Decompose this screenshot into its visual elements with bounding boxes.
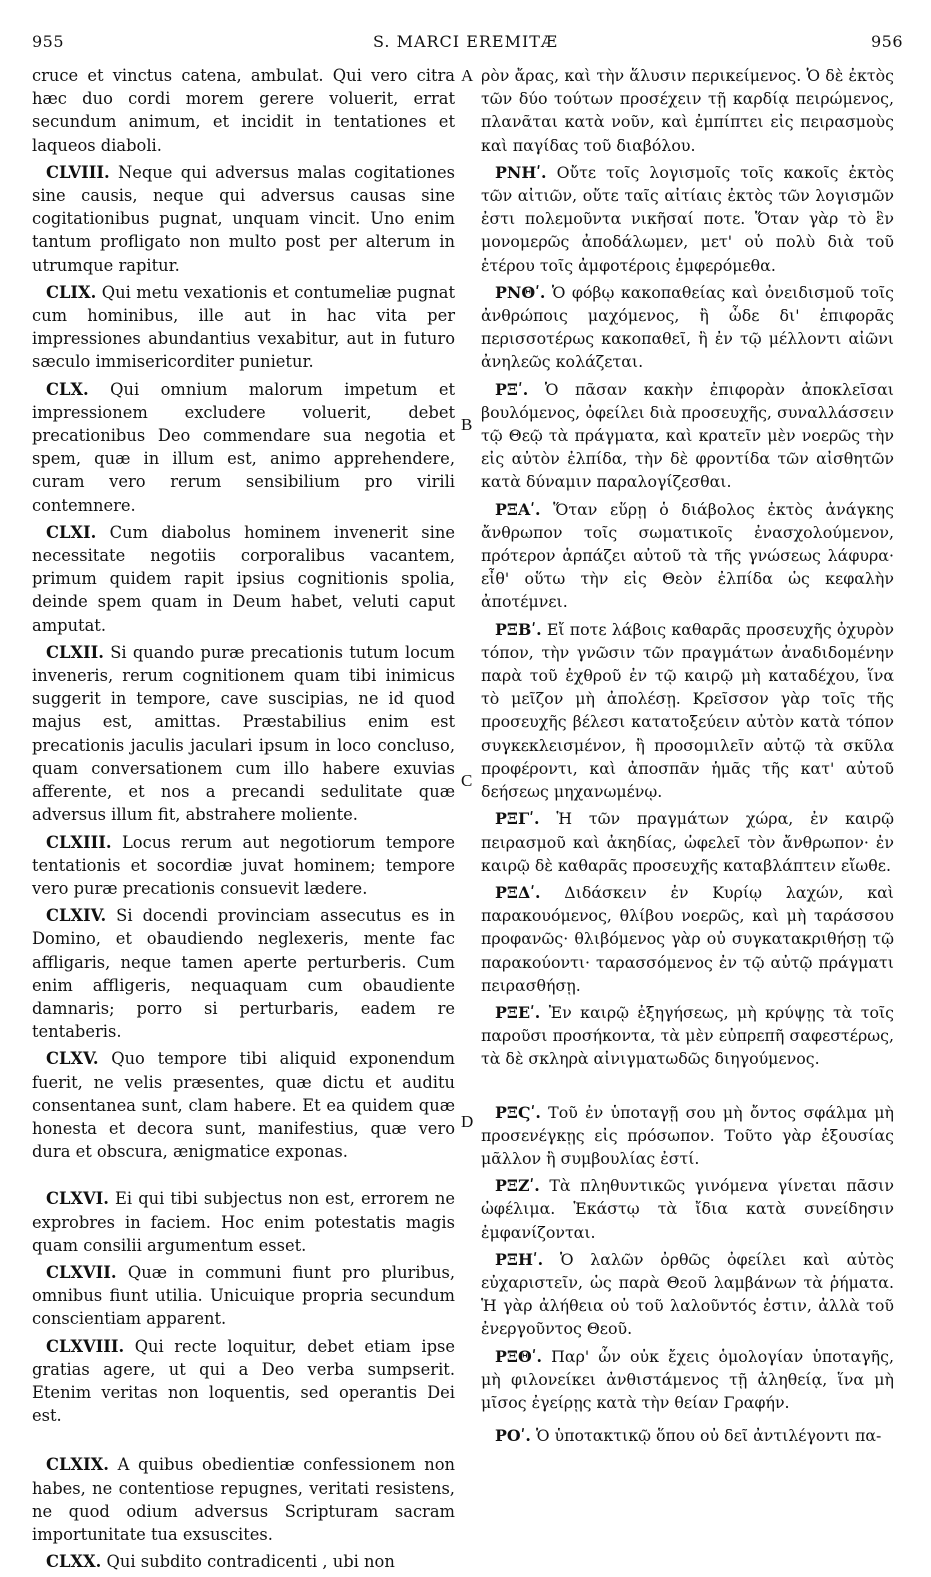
greek-paragraph: [481, 1248, 894, 1341]
greek-paragraph: [481, 1174, 894, 1244]
section-number: CLVIII.: [46, 162, 110, 182]
latin-paragraph: [32, 1335, 455, 1428]
greek-paragraph: [481, 1424, 894, 1447]
latin-text: Qui recte loquitur, debet etiam ipse gratias agere, ut qui a Deo verba sumpserit. Etenim veritas non loquentis, sed operantis Dei est.: [32, 1336, 455, 1426]
section-number: CLIX.: [46, 282, 97, 302]
latin-text: Qui metu vexationis et contumeliæ pugnat cum hominibus, ille aut in hac vita per impressiones abundantius vexabitur, aut in futuro sæculo immisericorditer punietur.: [32, 282, 456, 372]
section-number: CLXVI.: [46, 1189, 109, 1209]
section-number: CLXVII.: [46, 1262, 117, 1282]
greek-text: Ἡ τῶν πραγμάτων χώρα, ἐν καιρῷ πειρασμοῦ καὶ ἀκηδίας, ὠφελεῖ τὸν ἄνθρωπον· ἐν καιρῷ δὲ καθαρᾶς προσευχῆς καταβλάπτειν εἴωθε.: [481, 809, 894, 875]
greek-paragraph: [481, 807, 894, 877]
section-number: CLXIX.: [46, 1455, 109, 1475]
section-number: ΡΞΒʹ.: [495, 619, 542, 639]
section-number: CLXII.: [46, 642, 104, 662]
latin-paragraph: [32, 1047, 455, 1163]
greek-text: Παρ' ὧν οὐκ ἔχεις ὁμολογίαν ὑποταγῆς, μὴ φιλονείκει ἀνθιστάμενος τῇ ἀληθείᾳ, ἵνα μὴ μῖσος ἐγείρῃς κατὰ τὴν θείαν Γραφήν.: [481, 1346, 894, 1412]
latin-paragraph: [32, 64, 455, 157]
section-number: ΡΞΓʹ.: [495, 809, 540, 829]
section-number: CLXVIII.: [46, 1336, 125, 1356]
latin-paragraph: [32, 1261, 455, 1331]
section-number: ΡΞʹ.: [495, 379, 529, 399]
greek-paragraph: [481, 378, 894, 494]
section-number: ΡΝΗʹ.: [495, 162, 547, 182]
latin-text: Cum diabolus hominem invenerit sine necessitate negotiis corporalibus vacantem, primum quidem rapit ipsius cognitionis spolia, deinde spem quam in Deum habet, veluti caput amputat.: [32, 522, 455, 635]
greek-paragraph: [481, 618, 894, 804]
latin-paragraph: [32, 1550, 455, 1573]
latin-text: cruce et vinctus catena, ambulat. Qui vero citra hæc duo cordi morem gerere voluerit, errat secundum animum, et incidit in tentationes et laqueos diaboli.: [32, 66, 455, 155]
section-number: CLXV.: [46, 1049, 99, 1069]
latin-paragraph: [32, 378, 455, 517]
latin-text: Quo tempore tibi aliquid exponendum fuerit, ne velis præsentes, quæ dictu et auditu consentanea sunt, clam habere. Et ea quidem quæ honesta et decora sunt, manifestius, quæ vero dura et obscura, ænigmatice exponas.: [32, 1049, 455, 1162]
latin-text: Locus rerum aut negotiorum tempore tentationis et socordiæ juvat hominem; tempore vero puræ precationis consuevit lædere.: [32, 832, 455, 898]
section-number: CLXX.: [46, 1552, 102, 1572]
latin-paragraph: [32, 904, 455, 1043]
section-number: CLXIII.: [46, 832, 112, 852]
latin-text: Qui omnium malorum impetum et impressionem excludere voluerit, debet precationibus Deo commendare sua negotia et spem, quæ in illum est, animo apprehendere, curam vero rerum sensibilium pro virili contemnere.: [32, 379, 455, 515]
latin-text: Si quando puræ precationis tutum locum inveneris, rerum cognitionem quam tibi inimicus suggerit in tempore, cave suscipias, ne id quod majus est, amittas. Præstabilius enim est precationis jaculis jaculari ipsum in loco concluso, quam conversationem cum illo habere exuvias afferente, et nos a precandi sedulitate quæ adversus illum fit, abstrahere moliente.: [32, 642, 455, 825]
section-number: CLXIV.: [46, 906, 107, 926]
latin-paragraph: [32, 281, 455, 374]
greek-text: Ὅταν εὕρῃ ὁ διάβολος ἐκτὸς ἀνάγκης ἄνθρωπον τοῖς σωματικοῖς ἐνασχολούμενον, πρότερον ἁρπάζει αὐτοῦ τὰ τῆς γνώσεως λάφυρα· εἶθ' οὕτω τὴν εἰς Θεὸν ἐλπίδα ὡς κεφαλὴν ἀποτέμνει.: [481, 499, 894, 612]
greek-paragraph: [481, 1345, 894, 1415]
greek-text: Ὁ λαλῶν ὀρθῶς ὀφείλει καὶ αὐτὸς εὐχαριστεῖν, ὡς παρὰ Θεοῦ λαμβάνων τὰ ῥήματα. Ἡ γὰρ ἀλήθεια οὐ τοῦ λαλοῦντός ἐστιν, ἀλλὰ τοῦ ἐνεργοῦντος Θεοῦ.: [481, 1249, 894, 1339]
section-number: ΡΞΕʹ.: [495, 1002, 541, 1022]
latin-text: Si docendi provinciam assecutus es in Domino, et obaudiendo neglexeris, mente fac affligaris, neque tamen aperte perturberis. Cum enim affligeris, nequaquam cum obaudiente damnaris; porro si perturbaris, eadem re tentaberis.: [32, 906, 455, 1042]
greek-text: Εἴ ποτε λάβοις καθαρᾶς προσευχῆς ὀχυρὸν τόπον, τὴν γνῶσιν τῶν πραγμάτων ἀναδιδομένην παρὰ τοῦ ἐχθροῦ ἐν τῷ καιρῷ μὴ καταδέχου, ἵνα τὸ μεῖζον μὴ ἀπολέσῃ. Κρεῖσσον γὰρ τοῖς τῆς προσευχῆς βέλεσι κατατοξεύειν αὐτὸν κατὰ τόπον συγκεκλεισμένον, ἢ προσομιλεῖν αὐτῷ τὰ σκῦλα προφέροντι, καὶ ἀποσπᾶν ἡμᾶς τῆς κατ' αὐτοῦ δεήσεως μηχανωμένῳ.: [481, 619, 894, 802]
section-number: ΡΞΑʹ.: [495, 499, 541, 519]
greek-text: Διδάσκειν ἐν Κυρίῳ λαχών, καὶ παρακουόμενος, θλίβου νοερῶς, καὶ μὴ ταράσσου προφανῶς· θλιβόμενος γὰρ οὐ συγκατακριθήσῃ τῷ παρακούοντι· ταρασσόμενος ἐν τῷ αὐτῷ πράγματι πειρασθήσῃ.: [481, 882, 894, 995]
greek-paragraph: [481, 881, 894, 997]
greek-text: Ὁ ὑποτακτικῷ ὅπου οὐ δεῖ ἀντιλέγοντι πα-: [535, 1426, 882, 1446]
latin-text: Neque qui adversus malas cogitationes sine causis, neque qui adversus causas sine cogitationibus pugnat, unquam vincit. Uno enim tantum profligato non multo post per alterum in utrumque rapitur.: [32, 162, 455, 275]
greek-text: Ὁ πᾶσαν κακὴν ἐπιφορὰν ἀποκλεῖσαι βουλόμενος, ὀφείλει διὰ προσευχῆς, συναλλάσσειν τῷ Θεῷ τὰ πράγματα, καὶ κρατεῖν μὲν νοερῶς τὴν εἰς αὐτὸν ἐλπίδα, τὴν δὲ φροντίδα τῶν αἰσθητῶν κατὰ δύναμιν παραλογίζεσθαι.: [481, 379, 894, 492]
greek-text: ρὸν ἄρας, καὶ τὴν ἅλυσιν περικείμενος. Ὁ δὲ ἐκτὸς τῶν δύο τούτων προσέχειν τῇ καρδίᾳ πειρώμενος, πλανᾶται κατὰ νοῦν, καὶ ἐμπίπτει εἰς πειρασμοὺς καὶ παγίδας τοῦ διαβόλου.: [481, 66, 894, 155]
greek-paragraph: [481, 64, 894, 157]
margin-letter-b: B: [461, 415, 473, 434]
section-number: ΡΞΖʹ.: [495, 1176, 540, 1196]
section-number: CLXI.: [46, 522, 97, 542]
latin-paragraph: [32, 1187, 455, 1257]
greek-paragraph: [481, 1001, 894, 1071]
section-number: ΡΞΔʹ.: [495, 882, 541, 902]
greek-paragraph: [481, 1101, 894, 1171]
margin-letter-d: D: [461, 1112, 474, 1131]
greek-text: Ὁ φόβῳ κακοπαθείας καὶ ὀνειδισμοῦ τοῖς ἀνθρώποις μαχόμενος, ἢ ὧδε δι' ἐπιφορᾶς περισσοτέρως κακοπαθεῖ, ἢ ἐν τῷ μέλλοντι αἰῶνι ἀνηλεῶς κολάζεται.: [481, 282, 894, 372]
greek-paragraph: [481, 161, 894, 277]
section-number: ΡΝΘʹ.: [495, 282, 546, 302]
greek-text: Οὔτε τοῖς λογισμοῖς τοῖς κακοῖς ἐκτὸς τῶν αἰτιῶν, οὔτε ταῖς αἰτίαις ἐκτὸς τῶν λογισμῶν ἐστι πολεμοῦντα νικῆσαί ποτε. Ὅταν γὰρ τὸ ἓν μονομερῶς ἀποδάλωμεν, μετ' οὐ πολὺ διὰ τοῦ ἑτέρου τοῖς ἀμφοτέροις ἐμφερόμεθα.: [481, 162, 894, 275]
greek-paragraph: [481, 498, 894, 614]
greek-column: [481, 64, 894, 1451]
greek-text: Ἐν καιρῷ ἐξηγήσεως, μὴ κρύψῃς τὰ τοῖς παροῦσι προσήκοντα, τὰ μὲν εὐπρεπῆ σαφεστέρως, τὰ δὲ σκληρὰ αἰνιγματωδῶς διηγούμενος.: [481, 1002, 894, 1069]
section-number: ΡΞϚʹ.: [495, 1102, 541, 1122]
margin-letter-c: C: [461, 771, 473, 790]
latin-paragraph: [32, 1453, 455, 1546]
latin-text: Qui subdito contradicenti , ubi non: [106, 1552, 395, 1572]
running-title: S. MARCI EREMITÆ: [373, 32, 558, 51]
section-number: ΡΞΘʹ.: [495, 1346, 543, 1366]
latin-paragraph: [32, 831, 455, 901]
greek-paragraph: [481, 281, 894, 374]
latin-text: A quibus obedientiæ confessionem non habes, ne contentiose repugnes, veritati resistens, ne quod odium adversus Scripturam sacram importunitate tua exsuscites.: [32, 1455, 455, 1544]
section-number: ΡΞΗʹ.: [495, 1249, 544, 1269]
page-number-right: 956: [870, 32, 903, 51]
latin-paragraph: [32, 521, 455, 637]
latin-column: [32, 64, 455, 1577]
greek-text: Τὰ πληθυντικῶς γινόμενα γίνεται πᾶσιν ὠφέλιμα. Ἑκάστῳ τὰ ἴδια κατὰ συνείδησιν ἐμφανίζονται.: [481, 1176, 894, 1242]
greek-text: Τοῦ ἐν ὑποταγῇ σου μὴ ὄντος σφάλμα μὴ προσενέγκῃς εἰς πρόσωπον. Τοῦτο γὰρ ἐξουσίας μᾶλλον ἢ συμβουλίας ἐστί.: [481, 1102, 894, 1168]
latin-text: Quæ in communi fiunt pro pluribus, omnibus fiunt utilia. Unicuique propria secundum conscientiam apparent.: [32, 1262, 455, 1329]
section-number: CLX.: [46, 379, 89, 399]
page-number-left: 955: [32, 32, 65, 51]
latin-text: Ei qui tibi subjectus non est, errorem ne exprobres in faciem. Hoc enim potestatis magis quam consilii argumentum esset.: [32, 1189, 455, 1255]
latin-paragraph: [32, 161, 455, 277]
section-number: ΡΟʹ.: [495, 1426, 531, 1446]
latin-paragraph: [32, 641, 455, 827]
margin-letter-a: A: [461, 66, 474, 85]
